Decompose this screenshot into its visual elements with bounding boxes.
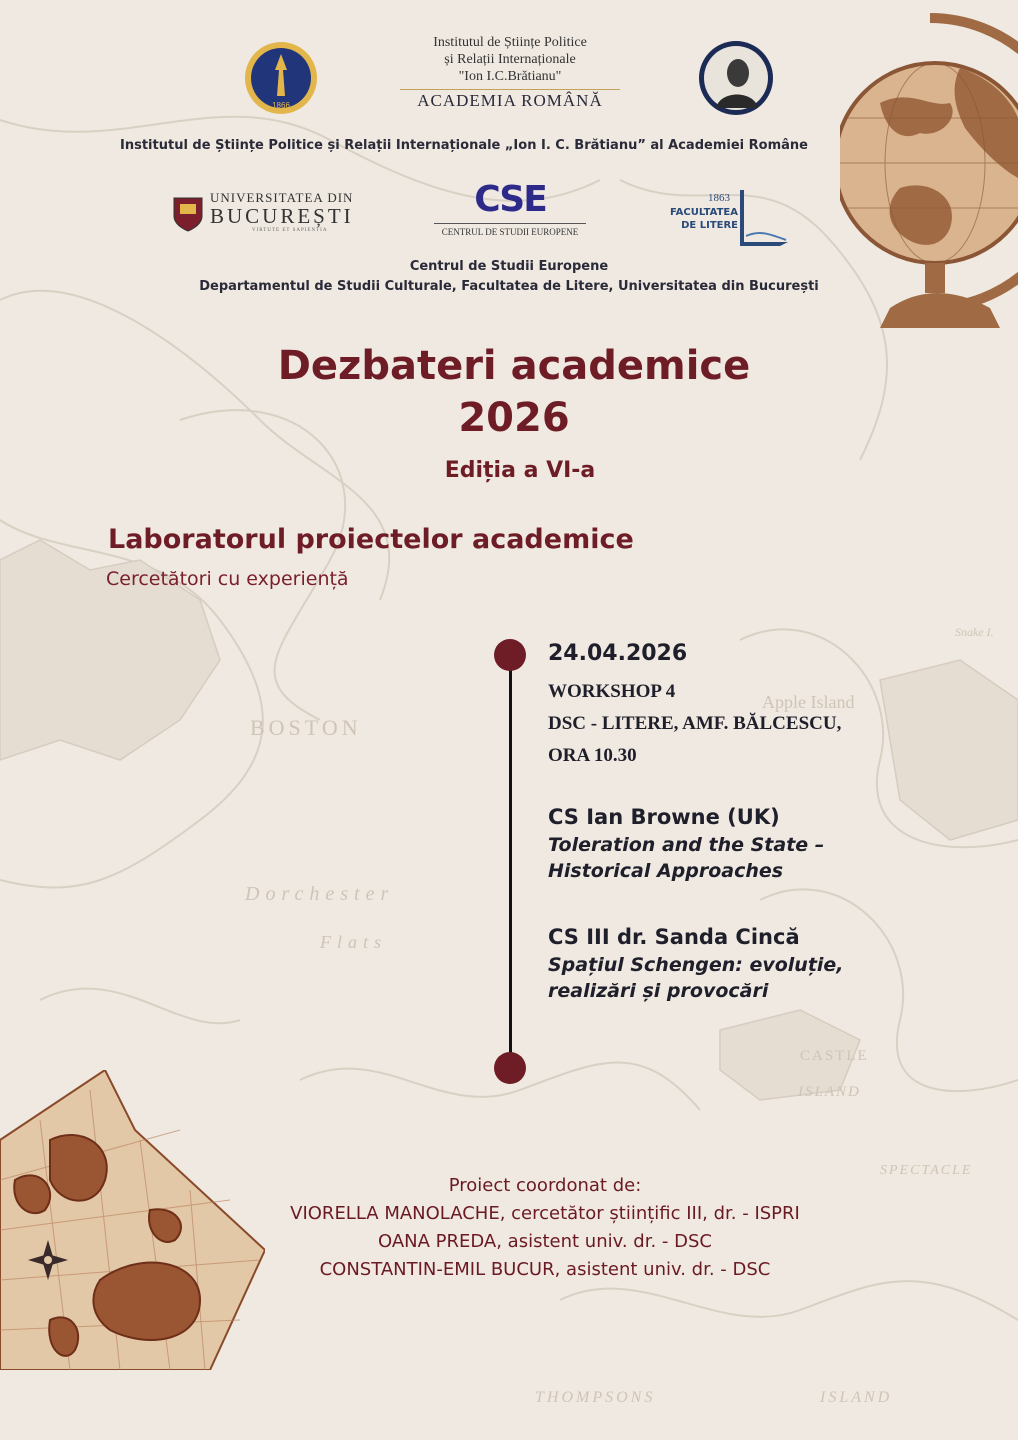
litere-line-1: FACULTATEA	[670, 207, 738, 218]
coordinators-label: Proiect coordonat de:	[448, 1175, 642, 1196]
section-heading: Laboratorul proiectelor academice	[108, 524, 634, 555]
organizers	[0, 257, 1018, 297]
page-title	[0, 340, 1018, 444]
map-label-island: ISLAND	[798, 1084, 861, 1100]
map-label-dorchester: Dorchester	[245, 883, 395, 905]
institute-full-name: Institutul de Științe Politice și Relații Internaționale „Ion I. C. Brătianu” al Academiei Române	[120, 138, 808, 153]
institute-logo-line-1: Institutul de Științe Politice	[433, 35, 587, 50]
litere-logo	[658, 190, 798, 250]
academy-name: ACADEMIA ROMÂNĂ	[417, 91, 603, 110]
coordinator-1: VIORELLA MANOLACHE, cercetător științific III, dr. - ISPRI	[290, 1203, 800, 1224]
event-details	[548, 676, 841, 772]
coordinator-2: OANA PREDA, asistent univ. dr. - DSC	[377, 1231, 712, 1252]
map-label-apple-island: Apple Island	[762, 692, 855, 712]
map-label-thompsons-island: ISLAND	[820, 1389, 893, 1406]
speaker-1-name: CS Ian Browne (UK)	[548, 805, 780, 829]
edition: Ediția a VI-a	[444, 458, 596, 483]
organizer-1: Centrul de Studii Europene	[409, 259, 609, 274]
event-location: DSC - LITERE, AMF. BĂLCESCU,	[548, 713, 842, 734]
speaker-1-talk-line-1: Toleration and the State –	[548, 834, 825, 856]
speaker-1-talk-line-2: Historical Approaches	[548, 860, 784, 882]
event-date: 24.04.2026	[548, 641, 688, 666]
unibuc-line-1: UNIVERSITATEA DIN	[210, 190, 354, 205]
timeline-dot-bottom	[494, 1052, 526, 1084]
timeline-dot-top	[494, 639, 526, 671]
speaker-2-talk-line-1: Spațiul Schengen: evoluție,	[548, 954, 844, 976]
cse-caption: CENTRUL DE STUDII EUROPENE	[441, 227, 579, 237]
map-label-thompsons: THOMPSONS	[535, 1389, 656, 1406]
organizer-2: Departamentul de Studii Culturale, Facultatea de Litere, Universitatea din București	[199, 279, 819, 294]
map-label-snake: Snake I.	[955, 625, 994, 639]
book-icon	[740, 190, 790, 248]
svg-text:1866: 1866	[272, 101, 290, 110]
unibuc-crest-icon	[172, 196, 204, 232]
title-line-2: 2026	[458, 395, 570, 441]
map-label-boston: BOSTON	[250, 715, 362, 740]
map-label-flats: Flats	[320, 932, 388, 952]
litere-line-2: DE LITERE	[681, 220, 738, 231]
institute-logo-text	[390, 34, 630, 109]
cse-logo	[420, 180, 600, 238]
seal-icon	[243, 40, 319, 116]
event-time: ORA 10.30	[548, 745, 637, 766]
institute-logo-line-2: și Relații Internaționale	[444, 52, 576, 67]
institute-logo-line-3: "Ion I.C.Brătianu"	[458, 69, 562, 84]
litere-year: 1863	[708, 192, 730, 204]
coordinator-3: CONSTANTIN-EMIL BUCUR, asistent univ. dr. - DSC	[319, 1259, 771, 1280]
speaker-2-talk-line-2: realizări și provocări	[548, 980, 769, 1002]
title-line-1: Dezbateri academice	[277, 343, 751, 389]
unibuc-logo	[172, 190, 362, 236]
event-workshop: WORKSHOP 4	[548, 681, 676, 702]
bratianu-portrait-logo	[698, 40, 774, 116]
academy-seal-logo	[243, 40, 319, 116]
cse-logo-mark: CSE	[474, 179, 546, 220]
speaker-1	[548, 802, 878, 884]
portrait-icon	[698, 40, 774, 116]
map-label-castle: CASTLE	[800, 1048, 869, 1064]
speaker-2-name: CS III dr. Sanda Cincă	[548, 925, 800, 949]
unibuc-motto: VIRTUTE ET SAPIENTIA	[252, 228, 328, 233]
section-subheading: Cercetători cu experiență	[106, 568, 349, 590]
speaker-2	[548, 922, 878, 1004]
timeline-line	[509, 655, 512, 1070]
coordinators	[0, 1172, 1018, 1284]
map-label-spectacle: SPECTACLE	[880, 1163, 973, 1178]
unibuc-line-2: BUCUREȘTI	[210, 204, 354, 228]
